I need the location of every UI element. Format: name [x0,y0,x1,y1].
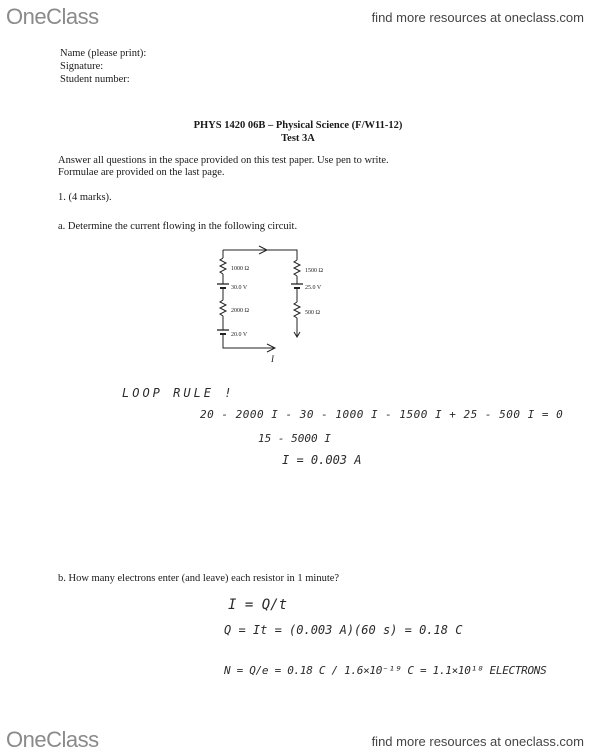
resistor-r3-icon [294,260,300,276]
resistor-r2-icon [220,300,226,316]
course-title: PHYS 1420 06B – Physical Science (F/W11-12) [193,120,403,131]
circuit-label-r2: 2000 Ω [231,308,249,314]
footer-brand-text: OneClass [6,727,99,752]
circuit-top-wire [223,250,297,260]
circuit-label-current: I [271,354,274,364]
circuit-label-v1: 30.0 V [231,285,248,291]
handwritten-simplified-equation: 15 - 5000 I [258,432,331,445]
handwritten-current-result: I = 0.003 A [282,453,362,467]
signature-label: Signature: [60,61,104,72]
name-label: Name (please print): [60,48,147,59]
circuit-label-r1: 1000 Ω [231,266,249,272]
question-1-marks: 1. (4 marks). [58,192,112,203]
circuit-label-v2: 20.0 V [231,332,248,338]
circuit-label-r4: 500 Ω [305,310,320,316]
instructions-line-1: Answer all questions in the space provided on this test paper. Use pen to write. [58,155,389,166]
handwritten-current-formula: I = Q/t [228,597,288,613]
resistor-r4-icon [294,302,300,318]
handwritten-charge-calculation: Q = It = (0.003 A)(60 s) = 0.18 C [224,623,463,637]
footer-resources-link[interactable]: find more resources at oneclass.com [371,734,584,749]
test-title: Test 3A [281,133,315,144]
header-brand-logo [6,4,99,30]
instructions-line-2: Formulae are provided on the last page. [58,167,225,178]
handwritten-electron-count: N = Q/e = 0.18 C / 1.6×10⁻¹⁹ C = 1.1×10¹⁸ ELECTRONS [224,664,547,677]
circuit-label-v3: 25.0 V [305,285,322,291]
circuit-label-r3: 1500 Ω [305,268,323,274]
student-number-label: Student number: [60,74,130,85]
handwritten-loop-equation: 20 - 2000 I - 30 - 1000 I - 1500 I + 25 - 500 I = 0 [200,408,564,421]
question-1a-text: a. Determine the current flowing in the following circuit. [58,221,298,232]
footer-brand-logo [6,727,99,753]
header-resources-link[interactable]: find more resources at oneclass.com [371,10,584,25]
question-1b-text: b. How many electrons enter (and leave) each resistor in 1 minute? [58,573,340,584]
handwritten-loop-rule: LOOP RULE ! [122,386,235,400]
header-brand-text: OneClass [6,4,99,29]
circuit-diagram [205,244,355,368]
resistor-r1-icon [220,258,226,274]
